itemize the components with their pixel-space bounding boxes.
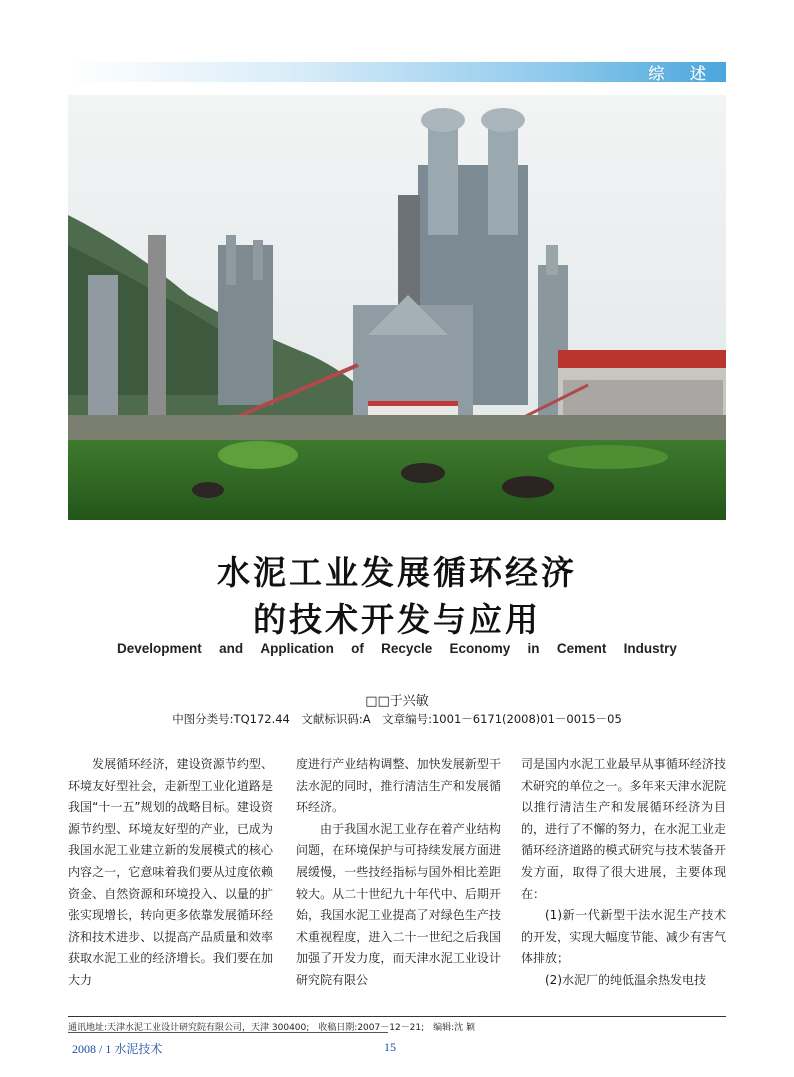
english-title-word: Economy: [449, 641, 511, 656]
author-line: □□于兴敏: [365, 694, 429, 709]
english-title-word: of: [351, 641, 364, 656]
footer-divider: [68, 1016, 726, 1017]
footnote-contact: 通讯地址:天津水泥工业设计研究院有限公司，天津 300400; 收稿日期:2007－12－21; 编辑:沈 颖: [68, 1023, 476, 1033]
english-title-word: Recycle: [381, 641, 433, 656]
paragraph: 度进行产业结构调整、加快发展新型干法水泥的同时，推行清洁生产和发展循环经济。: [296, 757, 501, 815]
paragraph: (2)水泥厂的纯低温余热发电技: [545, 972, 706, 987]
classification-line: 中图分类号:TQ172.44 文献标识码:A 文章编号:1001－6171(2008)01－0015－05: [172, 712, 622, 726]
english-title: [117, 641, 677, 656]
section-label: 综 述: [648, 64, 716, 83]
body-column-1: [68, 754, 273, 992]
body-column-3: [521, 754, 726, 992]
journal-name: 2008 / 1 水泥技术: [72, 1042, 163, 1056]
article-title-line-1: 水泥工业发展循环经济: [217, 553, 577, 592]
english-title-word: and: [219, 641, 244, 656]
footer-divider-short: [68, 1032, 388, 1033]
english-title-word: in: [527, 641, 540, 656]
paragraph: 由于我国水泥工业存在着产业结构问题，在环境保护与可持续发展方面进展缓慢，一些技经指标与国外相比差距较大。从二十世纪九十年代中、后期开始，我国水泥工业提高了对绿色生产技术重视程度，进入二十一世纪之后我国加强了开发力度，而天津水泥工业设计研究院有限公: [296, 821, 501, 987]
body-column-2: [296, 754, 501, 992]
english-title-word: Development: [117, 641, 202, 656]
english-title-word: Application: [260, 641, 334, 656]
page-number: 15: [384, 1040, 396, 1054]
english-title-word: Industry: [623, 641, 677, 656]
paragraph: 发展循环经济，建设资源节约型、环境友好型社会，走新型工业化道路是我国“十一五”规划的战略目标。建设资源节约型、环境友好型的产业，已成为我国水泥工业建立新的发展模式的核心内容之一，它意味着我们要从过度依赖资金、自然资源和环境投入、以量的扩张实现增长，转向更多依靠发展循环经济和技术进步、以提高产品质量和效率获取水泥工业的经济增长。我们要在加大力: [68, 757, 273, 987]
paragraph: (1)新一代新型干法水泥生产技术的开发，实现大幅度节能、减少有害气体排放；: [521, 908, 726, 966]
article-title-line-2: 的技术开发与应用: [253, 600, 541, 639]
paragraph: 司是国内水泥工业最早从事循环经济技术研究的单位之一。多年来天津水泥院以推行清洁生产和发展循环经济为目的，进行了不懈的努力，在水泥工业走循环经济道路的模式研究与技术装备开发方面，取得了很大进展，主要体现在：: [521, 757, 726, 901]
cement-plant-photo: [68, 95, 726, 520]
section-header-bar: [68, 62, 726, 82]
english-title-word: Cement: [556, 641, 607, 656]
